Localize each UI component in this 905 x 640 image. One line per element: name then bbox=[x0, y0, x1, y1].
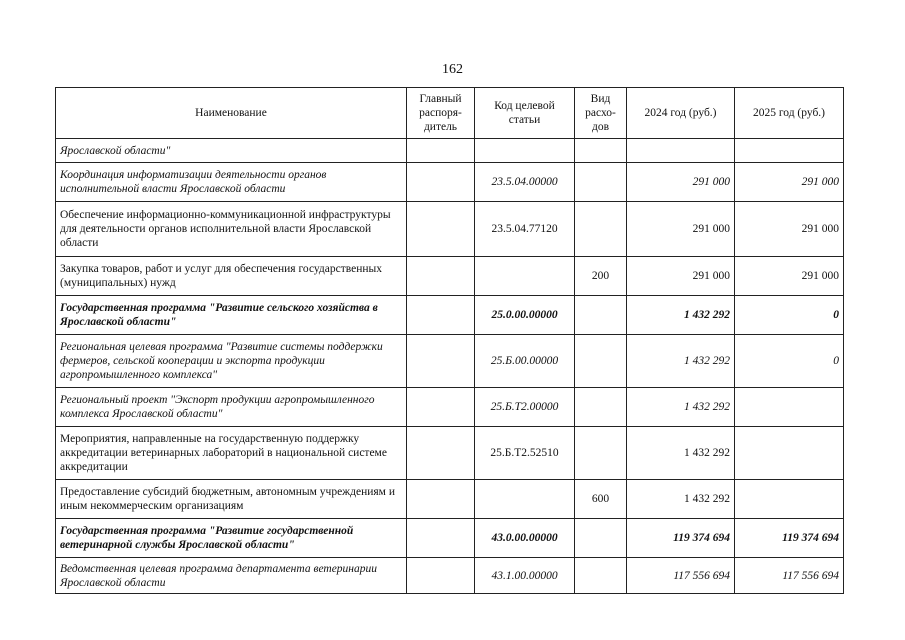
row-name: Координация информатизации деятельности органов исполнительной власти Ярославской области bbox=[56, 163, 407, 202]
row-2024: 1 432 292 bbox=[627, 427, 735, 480]
table-row bbox=[56, 296, 844, 335]
col-header-2024: 2024 год (руб.) bbox=[627, 88, 735, 139]
row-glav bbox=[407, 388, 475, 427]
row-glav bbox=[407, 335, 475, 388]
row-name: Закупка товаров, работ и услуг для обеспечения государственных (муниципальных) нужд bbox=[56, 257, 407, 296]
row-2025: 291 000 bbox=[735, 163, 844, 202]
row-name: Обеспечение информационно-коммуникационной инфраструктуры для деятельности органов исполнительной власти Ярославской области bbox=[56, 202, 407, 257]
row-2025: 0 bbox=[735, 335, 844, 388]
row-code: 43.0.00.00000 bbox=[475, 519, 575, 558]
table-row bbox=[56, 335, 844, 388]
row-vid bbox=[575, 388, 627, 427]
row-2025: 117 556 694 bbox=[735, 558, 844, 594]
row-vid bbox=[575, 558, 627, 594]
table-row bbox=[56, 257, 844, 296]
row-glav bbox=[407, 139, 475, 163]
row-2025 bbox=[735, 388, 844, 427]
row-name: Региональный проект "Экспорт продукции агропромышленного комплекса Ярославской области" bbox=[56, 388, 407, 427]
row-2025 bbox=[735, 480, 844, 519]
row-glav bbox=[407, 257, 475, 296]
row-name: Региональная целевая программа "Развитие системы поддержки фермеров, сельской кооперации и экспорта продукции агропромышленного комплекса" bbox=[56, 335, 407, 388]
col-header-2025: 2025 год (руб.) bbox=[735, 88, 844, 139]
row-vid bbox=[575, 519, 627, 558]
row-code: 25.0.00.00000 bbox=[475, 296, 575, 335]
row-code bbox=[475, 480, 575, 519]
row-name: Ведомственная целевая программа департамента ветеринарии Ярославской области bbox=[56, 558, 407, 594]
row-glav bbox=[407, 163, 475, 202]
col-header-glav: Главный распоря-дитель bbox=[407, 88, 475, 139]
row-glav bbox=[407, 202, 475, 257]
row-name: Государственная программа "Развитие государственной ветеринарной службы Ярославской области" bbox=[56, 519, 407, 558]
row-glav bbox=[407, 558, 475, 594]
row-vid bbox=[575, 139, 627, 163]
table-row bbox=[56, 519, 844, 558]
row-2024: 1 432 292 bbox=[627, 388, 735, 427]
row-2025 bbox=[735, 427, 844, 480]
table-row bbox=[56, 558, 844, 594]
row-2024: 1 432 292 bbox=[627, 480, 735, 519]
row-2025: 291 000 bbox=[735, 202, 844, 257]
row-2024: 291 000 bbox=[627, 202, 735, 257]
row-2025: 291 000 bbox=[735, 257, 844, 296]
row-name: Мероприятия, направленные на государственную поддержку аккредитации ветеринарных лабораторий в национальной системе аккредитации bbox=[56, 427, 407, 480]
row-2024: 1 432 292 bbox=[627, 296, 735, 335]
table-row bbox=[56, 163, 844, 202]
row-vid bbox=[575, 335, 627, 388]
row-code: 43.1.00.00000 bbox=[475, 558, 575, 594]
row-2024: 1 432 292 bbox=[627, 335, 735, 388]
table-row bbox=[56, 427, 844, 480]
row-2024: 119 374 694 bbox=[627, 519, 735, 558]
row-code bbox=[475, 257, 575, 296]
row-name: Государственная программа "Развитие сельского хозяйства в Ярославской области" bbox=[56, 296, 407, 335]
table-row bbox=[56, 388, 844, 427]
row-glav bbox=[407, 427, 475, 480]
budget-table bbox=[55, 87, 844, 594]
row-code: 25.Б.Т2.52510 bbox=[475, 427, 575, 480]
row-2025: 119 374 694 bbox=[735, 519, 844, 558]
table-row bbox=[56, 480, 844, 519]
row-glav bbox=[407, 519, 475, 558]
row-2024: 117 556 694 bbox=[627, 558, 735, 594]
row-vid: 200 bbox=[575, 257, 627, 296]
row-vid bbox=[575, 296, 627, 335]
page-number: 162 bbox=[442, 62, 463, 77]
table-row bbox=[56, 202, 844, 257]
row-vid bbox=[575, 427, 627, 480]
row-glav bbox=[407, 296, 475, 335]
row-code: 23.5.04.00000 bbox=[475, 163, 575, 202]
col-header-name: Наименование bbox=[56, 88, 407, 139]
row-name: Предоставление субсидий бюджетным, автономным учреждениям и иным некоммерческим организациям bbox=[56, 480, 407, 519]
table-header-row bbox=[56, 88, 844, 139]
table-row bbox=[56, 139, 844, 163]
col-header-vid: Вид расхо-дов bbox=[575, 88, 627, 139]
row-name: Ярославской области" bbox=[56, 139, 407, 163]
row-code: 25.Б.Т2.00000 bbox=[475, 388, 575, 427]
row-2025 bbox=[735, 139, 844, 163]
row-code: 23.5.04.77120 bbox=[475, 202, 575, 257]
row-glav bbox=[407, 480, 475, 519]
row-vid: 600 bbox=[575, 480, 627, 519]
row-2025: 0 bbox=[735, 296, 844, 335]
row-2024: 291 000 bbox=[627, 163, 735, 202]
row-code: 25.Б.00.00000 bbox=[475, 335, 575, 388]
col-header-code: Код целевой статьи bbox=[475, 88, 575, 139]
row-vid bbox=[575, 163, 627, 202]
row-vid bbox=[575, 202, 627, 257]
row-code bbox=[475, 139, 575, 163]
row-2024: 291 000 bbox=[627, 257, 735, 296]
row-2024 bbox=[627, 139, 735, 163]
